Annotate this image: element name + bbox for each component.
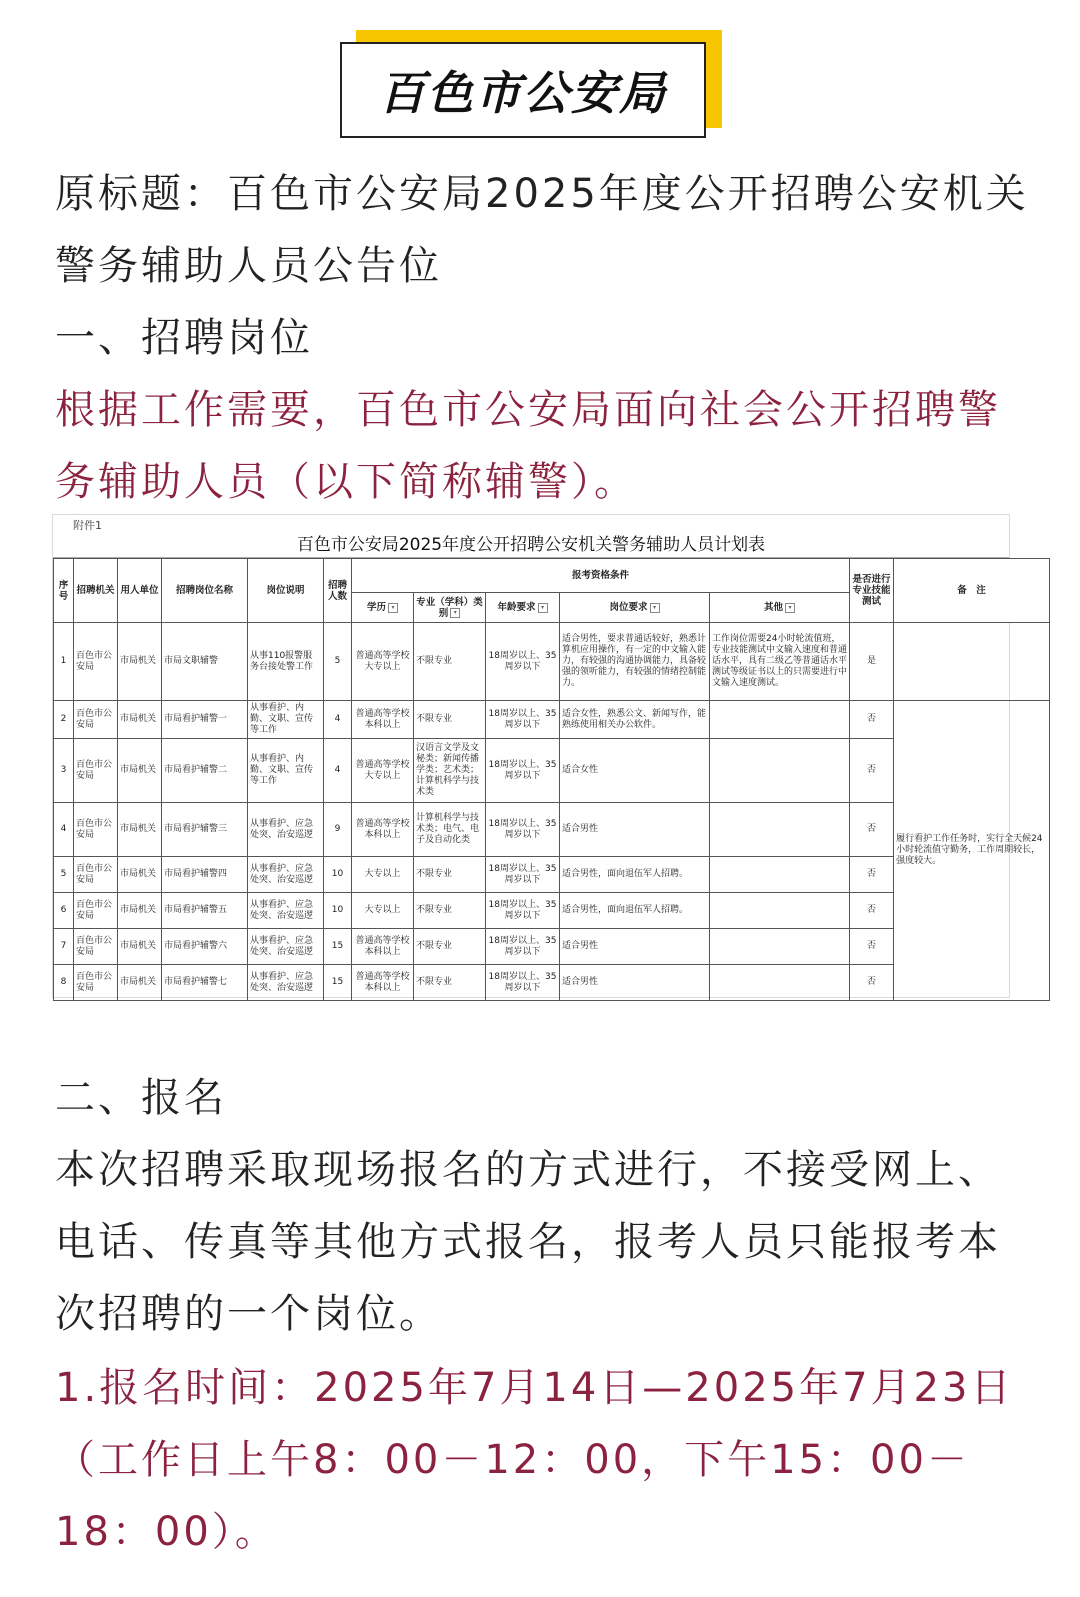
cell-major: 不限专业	[414, 857, 486, 893]
cell-age: 18周岁以上、35周岁以下	[486, 701, 560, 739]
cell-desc: 从事看护、内勤、文职、宣传等工作	[248, 701, 324, 739]
cell-remark: 履行看护工作任务时，实行全天候24小时轮流值守勤务，工作周期较长，强度较大。	[894, 701, 1050, 1001]
cell-skill-test: 否	[850, 803, 894, 857]
cell-no: 8	[54, 965, 74, 1001]
cell-education: 大专以上	[352, 857, 414, 893]
cell-count: 15	[324, 965, 352, 1001]
cell-skill-test: 否	[850, 965, 894, 1001]
cell-desc: 从事看护、应急处突、治安巡逻	[248, 893, 324, 929]
cell-unit: 市局机关	[118, 623, 162, 701]
cell-major: 计算机科学与技术类；电气、电子及自动化类	[414, 803, 486, 857]
cell-unit: 市局机关	[118, 803, 162, 857]
header-other: 其他 ▾	[710, 593, 850, 623]
header-requirements: 岗位要求 ▾	[560, 593, 710, 623]
cell-skill-test: 否	[850, 893, 894, 929]
cell-education: 普通高等学校本科以上	[352, 929, 414, 965]
cell-major: 不限专业	[414, 929, 486, 965]
cell-skill-test: 是	[850, 623, 894, 701]
section1-heading: 一、招聘岗位	[55, 315, 313, 361]
cell-skill-test: 否	[850, 701, 894, 739]
cell-education: 普通高等学校大专以上	[352, 623, 414, 701]
filter-dropdown-icon: ▾	[650, 603, 660, 613]
cell-age: 18周岁以上、35周岁以下	[486, 929, 560, 965]
recruitment-plan-table	[53, 558, 1050, 1001]
cell-unit: 市局机关	[118, 965, 162, 1001]
header-desc: 岗位说明	[248, 559, 324, 623]
cell-position: 市局文职辅警	[162, 623, 248, 701]
filter-dropdown-icon: ▾	[388, 603, 398, 613]
cell-count: 4	[324, 739, 352, 803]
cell-position: 市局看护辅警四	[162, 857, 248, 893]
cell-desc: 从事110报警服务台接处警工作	[248, 623, 324, 701]
cell-org: 百色市公安局	[74, 803, 118, 857]
section2-text: 本次招聘采取现场报名的方式进行，不接受网上、电话、传真等其他方式报名，报考人员只能报考本次招聘的一个岗位。	[55, 1147, 1001, 1337]
cell-position: 市局看护辅警一	[162, 701, 248, 739]
cell-skill-test: 否	[850, 857, 894, 893]
cell-desc: 从事看护、内勤、文职、宣传等工作	[248, 739, 324, 803]
cell-other	[710, 965, 850, 1001]
header-org: 招聘机关	[74, 559, 118, 623]
cell-desc: 从事看护、应急处突、治安巡逻	[248, 857, 324, 893]
section1-text: 根据工作需要，百色市公安局面向社会公开招聘警务辅助人员（以下简称辅警）。	[55, 387, 1001, 505]
cell-age: 18周岁以上、35周岁以下	[486, 893, 560, 929]
section2-heading: 二、报名	[55, 1075, 227, 1121]
cell-age: 18周岁以上、35周岁以下	[486, 623, 560, 701]
cell-count: 9	[324, 803, 352, 857]
header-remark: 备 注	[894, 559, 1050, 623]
cell-no: 1	[54, 623, 74, 701]
cell-org: 百色市公安局	[74, 857, 118, 893]
cell-major: 不限专业	[414, 893, 486, 929]
cell-other	[710, 701, 850, 739]
cell-position: 市局看护辅警五	[162, 893, 248, 929]
cell-position: 市局看护辅警七	[162, 965, 248, 1001]
header-skill-test: 是否进行专业技能测试	[850, 559, 894, 623]
cell-position: 市局看护辅警二	[162, 739, 248, 803]
cell-requirements: 适合男性，要求普通话较好，熟悉计算机应用操作，有一定的中文输入能力，有较强的沟通协调能力，具备较强的领听能力，有较强的情绪控制能力。	[560, 623, 710, 701]
cell-unit: 市局机关	[118, 857, 162, 893]
cell-desc: 从事看护、应急处突、治安巡逻	[248, 965, 324, 1001]
header-position: 招聘岗位名称	[162, 559, 248, 623]
header-count: 招聘人数	[324, 559, 352, 623]
table-title: 百色市公安局2025年度公开招聘公安机关警务辅助人员计划表	[53, 533, 1009, 558]
cell-skill-test: 否	[850, 739, 894, 803]
cell-other	[710, 857, 850, 893]
cell-org: 百色市公安局	[74, 929, 118, 965]
cell-unit: 市局机关	[118, 701, 162, 739]
header-major: 专业（学科）类别 ▾	[414, 593, 486, 623]
cell-education: 大专以上	[352, 893, 414, 929]
original-title: 原标题：百色市公安局2025年度公开招聘公安机关警务辅助人员公告位	[55, 171, 1029, 289]
cell-org: 百色市公安局	[74, 701, 118, 739]
cell-age: 18周岁以上、35周岁以下	[486, 965, 560, 1001]
cell-org: 百色市公安局	[74, 739, 118, 803]
cell-org: 百色市公安局	[74, 893, 118, 929]
cell-no: 6	[54, 893, 74, 929]
cell-desc: 从事看护、应急处突、治安巡逻	[248, 803, 324, 857]
cell-count: 15	[324, 929, 352, 965]
cell-no: 3	[54, 739, 74, 803]
cell-no: 4	[54, 803, 74, 857]
cell-major: 不限专业	[414, 965, 486, 1001]
cell-requirements: 适合男性	[560, 965, 710, 1001]
cell-count: 4	[324, 701, 352, 739]
cell-no: 2	[54, 701, 74, 739]
table-row	[54, 701, 1050, 739]
cell-count: 5	[324, 623, 352, 701]
table-row	[54, 623, 1050, 701]
cell-requirements: 适合男性，面向退伍军人招聘。	[560, 893, 710, 929]
cell-count: 10	[324, 893, 352, 929]
cell-requirements: 适合男性，面向退伍军人招聘。	[560, 857, 710, 893]
recruitment-plan-table-image	[52, 514, 1043, 998]
cell-requirements: 适合女性	[560, 739, 710, 803]
cell-age: 18周岁以上、35周岁以下	[486, 857, 560, 893]
cell-other	[710, 929, 850, 965]
header-no: 序号	[54, 559, 74, 623]
header-education: 学历 ▾	[352, 593, 414, 623]
cell-no: 5	[54, 857, 74, 893]
registration-time: 1.报名时间：2025年7月14日—2025年7月23日（工作日上午8：00－12：00，下午15：00－18：00）。	[55, 1365, 1014, 1555]
cell-other: 工作岗位需要24小时轮流值班，专业技能测试中文输入速度和普通话水平，具有二级乙等普通话水平测试等级证书以上的只需要进行中文输入速度测试。	[710, 623, 850, 701]
cell-requirements: 适合女性，熟悉公文、新闻写作，能熟练使用相关办公软件。	[560, 701, 710, 739]
cell-requirements: 适合男性	[560, 929, 710, 965]
annex-label: 附件1	[73, 519, 102, 532]
filter-dropdown-icon: ▾	[450, 608, 460, 618]
cell-remark-empty	[894, 623, 1050, 701]
cell-education: 普通高等学校大专以上	[352, 739, 414, 803]
cell-position: 市局看护辅警六	[162, 929, 248, 965]
cell-unit: 市局机关	[118, 893, 162, 929]
filter-dropdown-icon: ▾	[785, 603, 795, 613]
cell-other	[710, 893, 850, 929]
title-banner	[340, 30, 722, 140]
cell-education: 普通高等学校本科以上	[352, 803, 414, 857]
filter-dropdown-icon: ▾	[538, 603, 548, 613]
cell-requirements: 适合男性	[560, 803, 710, 857]
cell-desc: 从事看护、应急处突、治安巡逻	[248, 929, 324, 965]
banner-title: 百色市公安局	[340, 42, 706, 138]
cell-position: 市局看护辅警三	[162, 803, 248, 857]
cell-org: 百色市公安局	[74, 623, 118, 701]
cell-no: 7	[54, 929, 74, 965]
cell-age: 18周岁以上、35周岁以下	[486, 803, 560, 857]
header-age: 年龄要求 ▾	[486, 593, 560, 623]
cell-unit: 市局机关	[118, 929, 162, 965]
cell-age: 18周岁以上、35周岁以下	[486, 739, 560, 803]
header-qualifications: 报考资格条件	[352, 559, 850, 593]
cell-education: 普通高等学校本科以上	[352, 965, 414, 1001]
cell-education: 普通高等学校本科以上	[352, 701, 414, 739]
cell-major: 不限专业	[414, 623, 486, 701]
cell-other	[710, 803, 850, 857]
cell-unit: 市局机关	[118, 739, 162, 803]
cell-other	[710, 739, 850, 803]
cell-count: 10	[324, 857, 352, 893]
cell-skill-test: 否	[850, 929, 894, 965]
header-unit: 用人单位	[118, 559, 162, 623]
cell-major: 汉语言文学及文秘类；新闻传播学类；艺术类；计算机科学与技术类	[414, 739, 486, 803]
cell-org: 百色市公安局	[74, 965, 118, 1001]
cell-major: 不限专业	[414, 701, 486, 739]
